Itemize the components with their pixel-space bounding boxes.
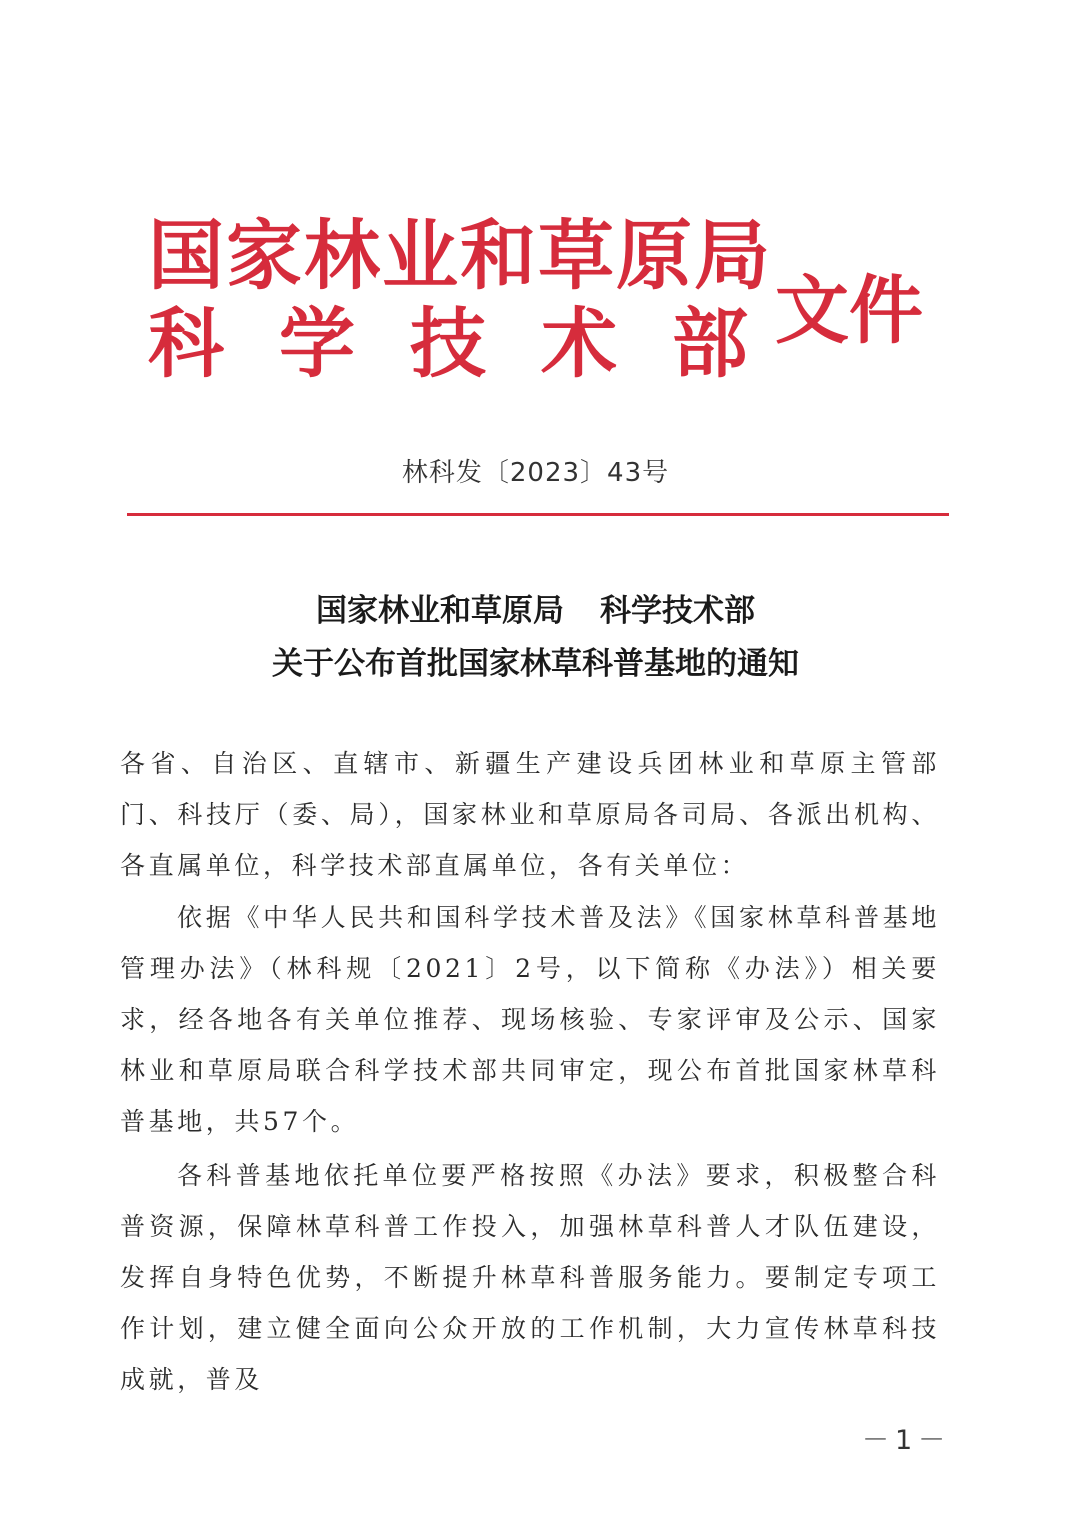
org-name-forestry-grassland: 国家林业和草原局 [148, 211, 772, 300]
document-number: 林科发〔2023〕43号 [401, 458, 670, 488]
document-type-label: 文件 [775, 268, 923, 354]
page-number: －1－ [862, 1425, 952, 1456]
org-name-science-technology: 科学技术部 [148, 299, 803, 388]
title-org-2: 科学技术部 [600, 593, 755, 629]
paragraph-2-text: 各科普基地依托单位要严格按照《办法》要求，积极整合科普资源，保障林草科普工作投入，加强林草科普人才队伍建设，发挥自身特色优势，不断提升林草科普服务能力。要制定专项工作计划，建立健全面向公众开放的工作机制，大力宣传林草科技成就，普及 [120, 1161, 940, 1394]
red-divider-line [127, 513, 949, 516]
title-org-1: 国家林业和草原局 [316, 593, 564, 629]
paragraph-1-text: 依据《中华人民共和国科学技术普及法》《国家林草科普基地管理办法》（林科规〔2021〕2号，以下简称《办法》）相关要求，经各地各有关单位推荐、现场核验、专家评审及公示、国家林业和草原局联合科学技术部共同审定，现公布首批国家林草科普基地，共57个。 [120, 903, 940, 1136]
body-paragraph-2 [120, 1150, 940, 1405]
addressee-paragraph [120, 738, 940, 891]
issuing-organizations [148, 211, 803, 388]
body-paragraph-1 [120, 892, 940, 1147]
addressee-text: 各省、自治区、直辖市、新疆生产建设兵团林业和草原主管部门、科技厅（委、局），国家林业和草原局各司局、各派出机构、各直属单位，科学技术部直属单位，各有关单位： [120, 749, 940, 880]
title-line-2: 关于公布首批国家林草科普基地的通知 [272, 646, 799, 682]
title-line-1 [0, 585, 1071, 630]
